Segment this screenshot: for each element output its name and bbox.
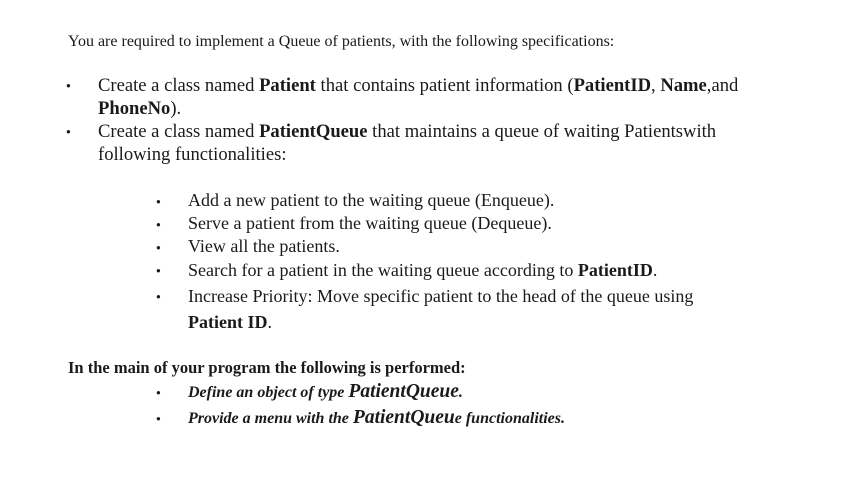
class-name-patientqueue: PatientQueue bbox=[259, 121, 368, 142]
class-name-patientqueue: PatientQueue bbox=[348, 381, 459, 402]
intro-text: You are required to implement a Queue of patients, with the following specifications: bbox=[68, 33, 615, 50]
main-program-heading: In the main of your program the following is performed: bbox=[68, 358, 466, 377]
field-name: Name bbox=[660, 75, 707, 96]
functionality-enqueue: Add a new patient to the waiting queue (Enqueue). bbox=[188, 190, 555, 210]
field-patient-id: Patient ID bbox=[188, 312, 268, 332]
bullet: ● bbox=[156, 220, 161, 229]
main-item-provide-menu: Provide a menu with the PatientQueue functionalities. bbox=[188, 407, 565, 428]
bullet: ● bbox=[66, 81, 71, 90]
main-item-define-object: Define an object of type PatientQueue. bbox=[188, 381, 463, 402]
bullet: ● bbox=[156, 266, 161, 275]
spec-item-patientqueue-line1: Create a class named PatientQueue that maintains a queue of waiting Patientswith bbox=[98, 121, 717, 142]
functionality-dequeue: Serve a patient from the waiting queue (Dequeue). bbox=[188, 213, 552, 233]
bullet: ● bbox=[156, 243, 161, 252]
bullet: ● bbox=[66, 127, 71, 136]
field-patientid: PatientID bbox=[573, 75, 652, 96]
functionality-view-all: View all the patients. bbox=[188, 236, 340, 256]
spec-item-patient-line2: PhoneNo). bbox=[98, 98, 182, 119]
functionality-increase-priority-line1: Increase Priority: Move specific patient to the head of the queue using bbox=[188, 286, 694, 306]
functionality-search: Search for a patient in the waiting queue according to PatientID. bbox=[188, 260, 658, 280]
spec-item-patient-line1: Create a class named Patient that contains patient information (PatientID, Name,and bbox=[98, 75, 739, 96]
bullet: ● bbox=[156, 388, 161, 397]
bullet: ● bbox=[156, 197, 161, 206]
field-phoneno: PhoneNo bbox=[98, 98, 171, 119]
bullet: ● bbox=[156, 414, 161, 423]
field-patientid: PatientID bbox=[577, 260, 653, 280]
spec-item-patientqueue-line2: following functionalities: bbox=[98, 144, 287, 165]
class-name-patientqueue: PatientQueu bbox=[352, 407, 455, 428]
bullet: ● bbox=[156, 292, 161, 301]
class-name-patient: Patient bbox=[259, 75, 316, 96]
functionality-increase-priority-line2: Patient ID. bbox=[188, 312, 272, 332]
